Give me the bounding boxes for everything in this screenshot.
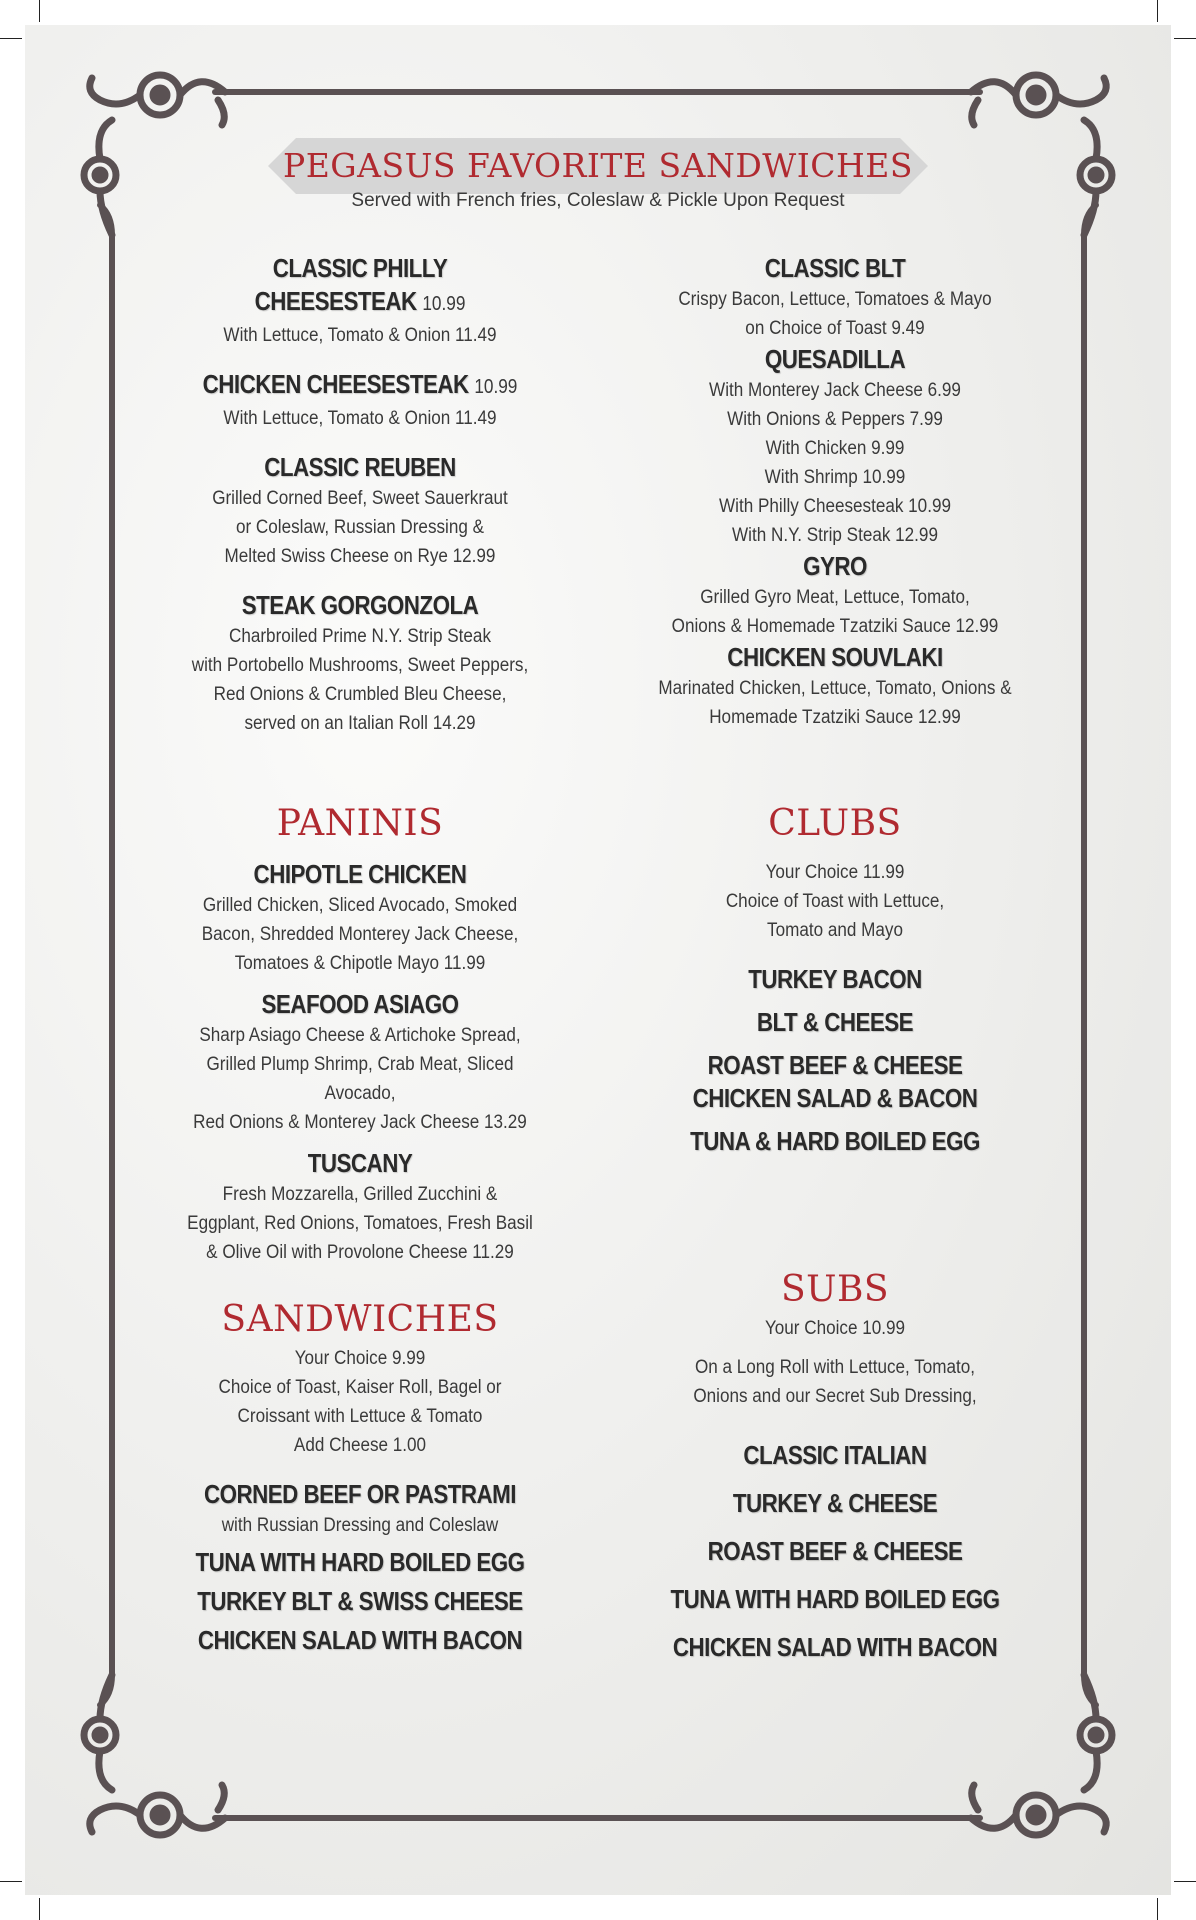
section-desc: Croissant with Lettuce & Tomato xyxy=(237,1406,483,1427)
menu-item-name: CHICKEN SALAD WITH BACON xyxy=(672,1632,998,1662)
menu-item-name: SEAFOOD ASIAGO xyxy=(261,989,459,1019)
menu-item-name: CHIPOTLE CHICKEN xyxy=(253,859,467,889)
paninis-section xyxy=(160,800,560,1267)
menu-item-desc: Charbroiled Prime N.Y. Strip Steak xyxy=(228,626,491,647)
menu-item-name: TUNA WITH HARD BOILED EGG xyxy=(195,1547,525,1577)
menu-item-desc: Red Onions & Crumbled Bleu Cheese, xyxy=(213,684,507,705)
menu-item-desc: Tomatoes & Chipotle Mayo 11.99 xyxy=(234,953,486,974)
menu-item-name: CHEESESTEAK 10.99 xyxy=(254,286,466,316)
section-title: SANDWICHES xyxy=(221,1299,499,1340)
subs-section xyxy=(630,1266,1040,1664)
menu-item-desc: Sharp Asiago Cheese & Artichoke Spread, xyxy=(199,1025,521,1046)
menu-item-desc: with Portobello Mushrooms, Sweet Peppers, xyxy=(191,655,529,676)
section-desc: Your Choice 10.99 xyxy=(764,1318,906,1339)
menu-item-name: TURKEY BLT & SWISS CHEESE xyxy=(197,1586,523,1616)
menu-item-desc: With Shrimp 10.99 xyxy=(764,467,906,488)
menu-item-desc: on Choice of Toast 9.49 xyxy=(745,318,925,339)
favorites-right-column xyxy=(630,252,1040,732)
menu-item-desc: Marinated Chicken, Lettuce, Tomato, Onions & xyxy=(658,678,1012,699)
section-title: CLUBS xyxy=(768,803,902,844)
menu-item-desc: & Olive Oil with Provolone Cheese 11.29 xyxy=(206,1242,514,1263)
menu-item-name: CLASSIC ITALIAN xyxy=(743,1440,927,1470)
page-title: PEGASUS FAVORITE SANDWICHES xyxy=(283,146,913,185)
menu-item-name: TURKEY & CHEESE xyxy=(732,1488,938,1518)
menu-item-desc: Red Onions & Monterey Jack Cheese 13.29 xyxy=(193,1112,527,1133)
menu-item-name: TUNA & HARD BOILED EGG xyxy=(690,1126,980,1156)
sandwiches-section xyxy=(160,1296,560,1657)
menu-item-desc: With N.Y. Strip Steak 12.99 xyxy=(732,525,938,546)
section-desc: Add Cheese 1.00 xyxy=(293,1435,427,1456)
menu-item-name: CORNED BEEF OR PASTRAMI xyxy=(204,1479,516,1509)
page-subtitle: Served with French fries, Coleslaw & Pickle Upon Request xyxy=(351,190,845,211)
menu-item-desc: Crispy Bacon, Lettuce, Tomatoes & Mayo xyxy=(678,289,992,310)
menu-item-desc: With Lettuce, Tomato & Onion 11.49 xyxy=(223,408,497,429)
menu-item-desc: With Lettuce, Tomato & Onion 11.49 xyxy=(223,325,497,346)
menu-item-price: 10.99 xyxy=(474,376,518,398)
section-desc: Onions and our Secret Sub Dressing, xyxy=(693,1386,977,1407)
menu-item-name: CLASSIC PHILLY xyxy=(272,253,448,283)
menu-item-desc: Grilled Chicken, Sliced Avocado, Smoked xyxy=(202,895,518,916)
menu-item-name: STEAK GORGONZOLA xyxy=(241,590,479,620)
menu-item-name: ROAST BEEF & CHEESE xyxy=(707,1050,963,1080)
menu-item-desc: Fresh Mozzarella, Grilled Zucchini & xyxy=(222,1184,498,1205)
favorites-left-column xyxy=(160,252,560,738)
menu-item-desc: Grilled Corned Beef, Sweet Sauerkraut xyxy=(212,488,508,509)
menu-item-name: TUSCANY xyxy=(307,1148,413,1178)
menu-item-desc: served on an Italian Roll 14.29 xyxy=(244,713,476,734)
section-title: PANINIS xyxy=(276,803,444,844)
section-desc: Choice of Toast with Lettuce, xyxy=(725,891,945,912)
section-title: SUBS xyxy=(780,1269,890,1310)
section-desc: Your Choice 11.99 xyxy=(765,862,905,883)
menu-item-name: CLASSIC BLT xyxy=(764,253,906,283)
menu-item-name: GYRO xyxy=(803,551,867,581)
section-desc: On a Long Roll with Lettuce, Tomato, xyxy=(694,1357,976,1378)
menu-item-name: BLT & CHEESE xyxy=(756,1007,914,1037)
menu-item-desc: or Coleslaw, Russian Dressing & xyxy=(235,517,485,538)
menu-item-desc: With Onions & Peppers 7.99 xyxy=(727,409,943,430)
menu-item-name: CLASSIC REUBEN xyxy=(264,452,456,482)
menu-item-name: CHICKEN CHEESESTEAK 10.99 xyxy=(202,369,518,399)
menu-item-desc: With Philly Cheesesteak 10.99 xyxy=(719,496,951,517)
menu-item-name: CHICKEN SOUVLAKI xyxy=(727,642,943,672)
menu-item-desc: Melted Swiss Cheese on Rye 12.99 xyxy=(224,546,496,567)
menu-item-desc: Eggplant, Red Onions, Tomatoes, Fresh Basil xyxy=(187,1213,533,1234)
menu-item-desc: With Monterey Jack Cheese 6.99 xyxy=(709,380,961,401)
menu-item-name: CHICKEN SALAD WITH BACON xyxy=(197,1625,523,1655)
section-desc: Choice of Toast, Kaiser Roll, Bagel or xyxy=(218,1377,502,1398)
menu-item-name: QUESADILLA xyxy=(764,344,906,374)
menu-item-name: CHICKEN SALAD & BACON xyxy=(692,1083,978,1113)
menu-item-desc: Grilled Plump Shrimp, Crab Meat, Sliced Avocado, xyxy=(206,1054,514,1104)
section-desc: Tomato and Mayo xyxy=(767,920,903,941)
menu-item-price: 10.99 xyxy=(422,293,466,315)
menu-item-desc: Onions & Homemade Tzatziki Sauce 12.99 xyxy=(671,616,999,637)
menu-item-name: TUNA WITH HARD BOILED EGG xyxy=(670,1584,1000,1614)
menu-item-name: ROAST BEEF & CHEESE xyxy=(707,1536,963,1566)
menu-item-desc: Bacon, Shredded Monterey Jack Cheese, xyxy=(201,924,519,945)
section-desc: Your Choice 9.99 xyxy=(294,1348,426,1369)
menu-item-desc: with Russian Dressing and Coleslaw xyxy=(221,1515,499,1536)
clubs-section xyxy=(630,800,1040,1158)
menu-item-desc: Homemade Tzatziki Sauce 12.99 xyxy=(709,707,961,728)
menu-item-desc: Grilled Gyro Meat, Lettuce, Tomato, xyxy=(700,587,970,608)
menu-item-name: TURKEY BACON xyxy=(748,964,922,994)
menu-item-desc: With Chicken 9.99 xyxy=(765,438,905,459)
